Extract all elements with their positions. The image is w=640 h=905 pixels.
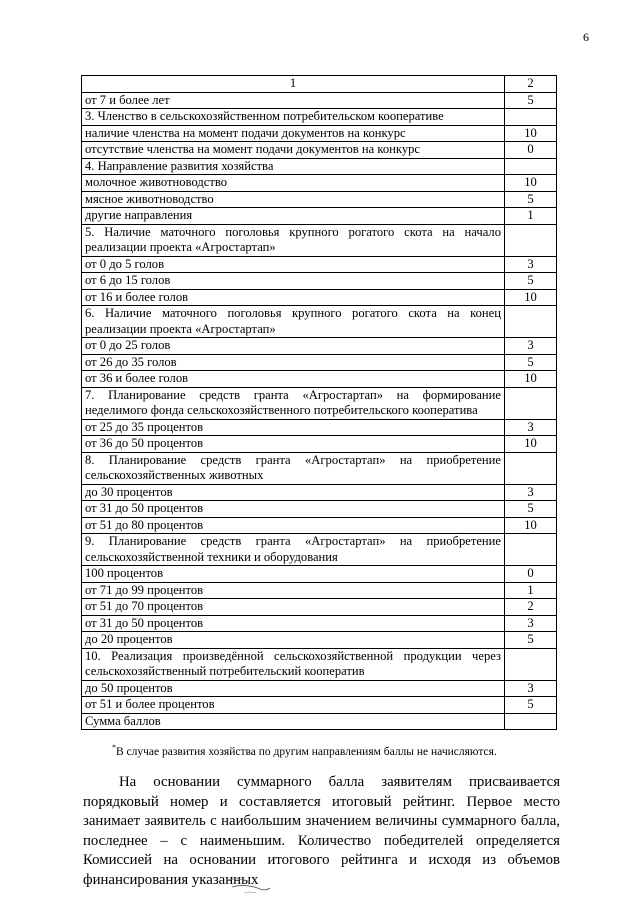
table-row xyxy=(82,354,557,371)
table-header-row xyxy=(82,76,557,93)
score-cell: 2 xyxy=(505,599,557,616)
table-row xyxy=(82,582,557,599)
table-row xyxy=(82,566,557,583)
score-cell: 10 xyxy=(505,289,557,306)
table-row xyxy=(82,534,557,566)
footnote xyxy=(112,743,497,758)
table-row xyxy=(82,697,557,714)
score-cell xyxy=(505,158,557,175)
score-cell: 3 xyxy=(505,338,557,355)
column-header-1: 1 xyxy=(82,76,505,93)
table-row xyxy=(82,175,557,192)
criterion-cell: от 51 до 70 процентов xyxy=(82,599,505,616)
score-cell: 10 xyxy=(505,517,557,534)
table-row xyxy=(82,109,557,126)
score-cell xyxy=(505,224,557,256)
criterion-cell: мясное животноводство xyxy=(82,191,505,208)
table-row xyxy=(82,191,557,208)
criterion-cell: молочное животноводство xyxy=(82,175,505,192)
footnote-marker: * xyxy=(112,743,116,752)
table-row xyxy=(82,125,557,142)
table-row xyxy=(82,632,557,649)
criterion-cell: 10. Реализация произведённой сельскохозяйственной продукции через сельскохозяйственный потребительский кооператив xyxy=(82,648,505,680)
score-cell xyxy=(505,648,557,680)
criterion-cell: Сумма баллов xyxy=(82,713,505,730)
criterion-cell: от 51 и более процентов xyxy=(82,697,505,714)
table-row xyxy=(82,142,557,159)
body-paragraph: На основании суммарного балла заявителям присваивается порядковый номер и составляется итоговый рейтинг. Первое место занимает заявитель с наибольшим значением величины суммарного балла, последнее – с наименьшим. Количество победителей определяется Комиссией на основании итогового рейтинга и исходя из объемов финансирования указанных xyxy=(83,774,560,888)
score-cell: 3 xyxy=(505,256,557,273)
score-cell: 3 xyxy=(505,680,557,697)
score-cell: 5 xyxy=(505,501,557,518)
criterion-cell: отсутствие членства на момент подачи документов на конкурс xyxy=(82,142,505,159)
criterion-cell: от 25 до 35 процентов xyxy=(82,419,505,436)
score-cell: 10 xyxy=(505,436,557,453)
score-cell: 5 xyxy=(505,191,557,208)
score-cell: 10 xyxy=(505,125,557,142)
criterion-cell: 3. Членство в сельскохозяйственном потребительском кооперативе xyxy=(82,109,505,126)
criterion-cell: от 31 до 50 процентов xyxy=(82,615,505,632)
score-cell: 5 xyxy=(505,92,557,109)
criterion-cell: от 71 до 99 процентов xyxy=(82,582,505,599)
criterion-cell: 100 процентов xyxy=(82,566,505,583)
score-cell: 5 xyxy=(505,632,557,649)
score-cell: 5 xyxy=(505,354,557,371)
criterion-cell: 8. Планирование средств гранта «Агростартап» на приобретение сельскохозяйственных животных xyxy=(82,452,505,484)
table-row xyxy=(82,501,557,518)
score-cell: 5 xyxy=(505,697,557,714)
score-cell xyxy=(505,452,557,484)
criterion-cell: наличие членства на момент подачи документов на конкурс xyxy=(82,125,505,142)
score-cell xyxy=(505,109,557,126)
score-cell xyxy=(505,306,557,338)
table-row xyxy=(82,517,557,534)
table-row xyxy=(82,273,557,290)
table-row xyxy=(82,256,557,273)
table-row xyxy=(82,158,557,175)
criterion-cell: до 50 процентов xyxy=(82,680,505,697)
criterion-cell: от 31 до 50 процентов xyxy=(82,501,505,518)
table-row xyxy=(82,452,557,484)
criterion-cell: 5. Наличие маточного поголовья крупного рогатого скота на начало реализации проекта «Агростартап» xyxy=(82,224,505,256)
criterion-cell: от 51 до 80 процентов xyxy=(82,517,505,534)
score-cell: 0 xyxy=(505,142,557,159)
criterion-cell: от 36 и более голов xyxy=(82,371,505,388)
criterion-cell: 4. Направление развития хозяйства xyxy=(82,158,505,175)
score-cell: 3 xyxy=(505,615,557,632)
table-row xyxy=(82,648,557,680)
score-cell: 3 xyxy=(505,419,557,436)
criterion-cell: от 16 и более голов xyxy=(82,289,505,306)
table-row xyxy=(82,289,557,306)
criterion-cell: другие направления xyxy=(82,208,505,225)
criteria-table-body xyxy=(82,76,557,730)
table-row xyxy=(82,224,557,256)
score-cell: 10 xyxy=(505,175,557,192)
score-cell: 0 xyxy=(505,566,557,583)
table-row xyxy=(82,92,557,109)
body-paragraph-block xyxy=(83,773,560,890)
footnote-text: В случае развития хозяйства по другим направлениям баллы не начисляются. xyxy=(116,745,497,758)
handwritten-mark xyxy=(224,874,274,896)
table-row xyxy=(82,387,557,419)
table-row xyxy=(82,306,557,338)
table-row xyxy=(82,208,557,225)
criterion-cell: от 0 до 25 голов xyxy=(82,338,505,355)
table-row xyxy=(82,599,557,616)
criterion-cell: 6. Наличие маточного поголовья крупного рогатого скота на конец реализации проекта «Агростартап» xyxy=(82,306,505,338)
score-cell: 1 xyxy=(505,582,557,599)
criterion-cell: от 36 до 50 процентов xyxy=(82,436,505,453)
criterion-cell: до 20 процентов xyxy=(82,632,505,649)
score-cell: 1 xyxy=(505,208,557,225)
table-row xyxy=(82,371,557,388)
table-row xyxy=(82,484,557,501)
score-cell: 10 xyxy=(505,371,557,388)
score-cell xyxy=(505,534,557,566)
page-number: 6 xyxy=(583,30,589,44)
criterion-cell: 9. Планирование средств гранта «Агростартап» на приобретение сельскохозяйственной техники и оборудования xyxy=(82,534,505,566)
score-cell xyxy=(505,387,557,419)
column-header-2: 2 xyxy=(505,76,557,93)
criterion-cell: от 6 до 15 голов xyxy=(82,273,505,290)
score-cell xyxy=(505,713,557,730)
table-row xyxy=(82,419,557,436)
criterion-cell: до 30 процентов xyxy=(82,484,505,501)
score-cell: 5 xyxy=(505,273,557,290)
table-row xyxy=(82,680,557,697)
criterion-cell: от 7 и более лет xyxy=(82,92,505,109)
table-row xyxy=(82,713,557,730)
score-cell: 3 xyxy=(505,484,557,501)
criterion-cell: от 0 до 5 голов xyxy=(82,256,505,273)
criterion-cell: 7. Планирование средств гранта «Агростартап» на формирование неделимого фонда сельскохозяйственного потребительского кооператива xyxy=(82,387,505,419)
table-row xyxy=(82,436,557,453)
criteria-table xyxy=(81,75,557,730)
table-row xyxy=(82,338,557,355)
criterion-cell: от 26 до 35 голов xyxy=(82,354,505,371)
table-row xyxy=(82,615,557,632)
